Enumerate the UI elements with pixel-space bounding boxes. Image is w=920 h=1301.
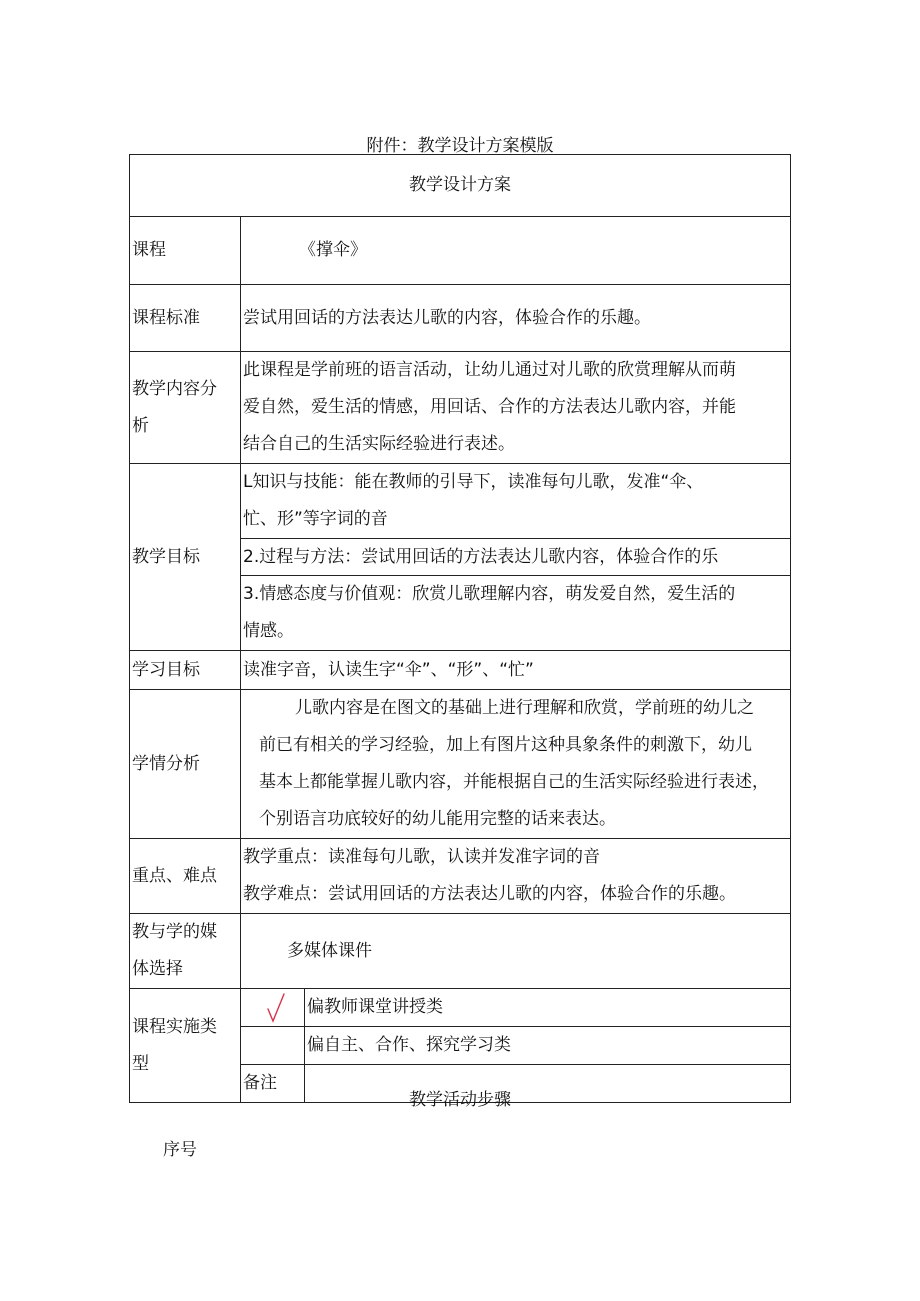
type-option-2: 偏自主、合作、探究学习类 [305, 1027, 791, 1065]
standard-label: 课程标准 [130, 285, 241, 352]
type-option-2-check-cell [241, 1027, 305, 1065]
student-analysis-row [130, 690, 791, 839]
table-title: 教学设计方案 [130, 155, 791, 217]
standard-row [130, 285, 791, 352]
course-row [130, 217, 791, 285]
course-label: 课程 [130, 217, 241, 285]
learning-goal-label: 学习目标 [130, 651, 241, 690]
keypoints-value: 教学重点：读准每句儿歌，认读并发准字词的音 教学难点：尝试用回话的方法表达儿歌的内容，体验合作的乐趣。 [241, 839, 791, 914]
content-analysis-label: 教学内容分 析 [130, 352, 241, 464]
media-row [130, 914, 791, 989]
implementation-type-label: 课程实施类 型 [130, 989, 241, 1103]
remark-label: 备注 [241, 1065, 305, 1103]
document-title: 附件：教学设计方案模版 [366, 136, 554, 156]
keypoints-row [130, 839, 791, 914]
lesson-plan-table [129, 154, 791, 1103]
standard-value: 尝试用回话的方法表达儿歌的内容，体验合作的乐趣。 [241, 285, 791, 352]
course-value: 《撑伞》 [241, 217, 791, 285]
media-label: 教与学的媒 体选择 [130, 914, 241, 989]
checkmark-icon [265, 991, 287, 1023]
objective-process: 2.过程与方法：尝试用回话的方法表达儿歌内容，体验合作的乐 [241, 539, 791, 576]
student-analysis-label: 学情分析 [130, 690, 241, 839]
steps-title: 教学活动步骤 [409, 1090, 511, 1110]
type-option-1: 偏教师课堂讲授类 [305, 989, 791, 1027]
student-analysis-value: 儿歌内容是在图文的基础上进行理解和欣赏，学前班的幼儿之 前已有相关的学习经验，加上有图片这种具象条件的刺激下，幼儿 基本上都能掌握儿歌内容，并能根据自己的生活实际经验进行表述， 个别语言功底较好的幼儿能用完整的话来表达。 [241, 690, 791, 839]
objective-knowledge: L知识与技能：能在教师的引导下，读准每句儿歌，发准“伞、 忙、形”等字词的音 [241, 464, 791, 539]
sequence-label: 序号 [163, 1140, 197, 1160]
objective-row-1 [130, 464, 791, 539]
keypoints-label: 重点、难点 [130, 839, 241, 914]
media-value: 多媒体课件 [241, 914, 791, 989]
table-header-row [130, 155, 791, 217]
learning-goal-value: 读准字音，认读生字“伞”、“形”、“忙” [241, 651, 791, 690]
type-option-1-check-cell [241, 989, 305, 1027]
objective-attitude: 3.情感态度与价值观：欣赏儿歌理解内容，萌发爱自然，爱生活的 情感。 [241, 576, 791, 651]
content-analysis-row [130, 352, 791, 464]
learning-goal-row [130, 651, 791, 690]
type-row-1 [130, 989, 791, 1027]
content-analysis-value: 此课程是学前班的语言活动，让幼儿通过对儿歌的欣赏理解从而萌 爱自然，爱生活的情感，用回话、合作的方法表达儿歌内容，并能 结合自己的生活实际经验进行表述。 [241, 352, 791, 464]
objectives-label: 教学目标 [130, 464, 241, 651]
